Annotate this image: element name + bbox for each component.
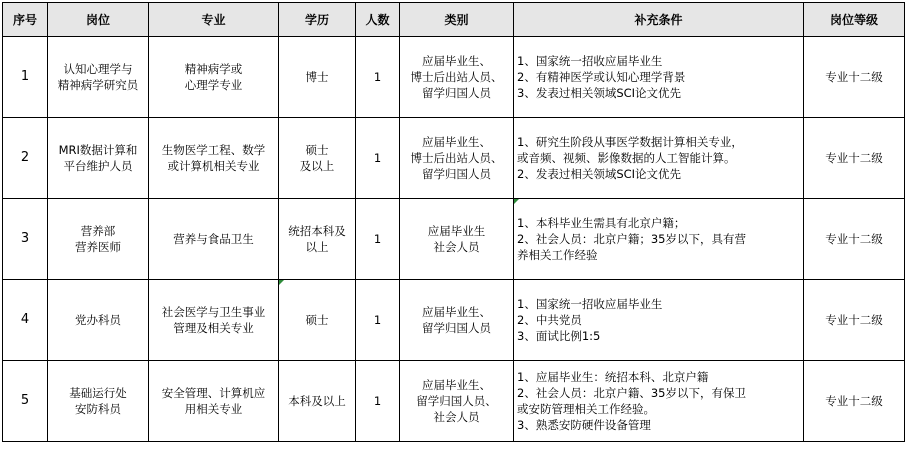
education-cell-line: 本科及以上 [288, 394, 346, 408]
position-cell-line: 基础运行处 [69, 386, 127, 400]
notes-cell [514, 118, 804, 199]
header-level: 岗位等级 [804, 3, 905, 37]
category-cell [400, 280, 514, 361]
major-cell-line: 管理及相关专业 [173, 321, 254, 335]
header-count: 人数 [356, 3, 400, 37]
category-cell-line: 应届毕业生、 [422, 305, 491, 319]
major-cell-line: 安全管理、计算机应 [161, 386, 266, 400]
position-cell-line: MRI数据计算和 [58, 143, 138, 157]
education-cell-line: 统招本科及 [288, 224, 346, 238]
position-cell [48, 199, 149, 280]
notes-cell-line: 1、应届毕业生：统招本科、北京户籍 [517, 370, 709, 384]
notes-cell-line: 3、发表过相关领域SCI论文优先 [517, 86, 682, 100]
education-cell-line: 硕士 [305, 143, 329, 157]
count-cell: 1 [356, 199, 400, 280]
table-row [3, 361, 905, 442]
count-cell: 1 [356, 361, 400, 442]
major-cell [149, 37, 279, 118]
education-cell [279, 199, 356, 280]
notes-cell-line: 2、中共党员 [517, 313, 582, 327]
category-cell-line: 应届毕业生、 [422, 135, 491, 149]
notes-cell [514, 199, 804, 280]
category-cell-line: 社会人员 [433, 240, 480, 254]
position-cell [48, 37, 149, 118]
position-cell-line: 党办科员 [75, 313, 121, 327]
category-cell-line: 社会人员 [433, 410, 480, 424]
header-category: 类别 [400, 3, 514, 37]
notes-cell [514, 361, 804, 442]
level-cell: 专业十二级 [804, 118, 905, 199]
position-cell-line: 精神病学研究员 [57, 78, 139, 92]
category-cell-line: 应届毕业生、 [422, 54, 491, 68]
education-cell-line: 硕士 [305, 313, 329, 327]
category-cell-line: 博士后出站人员、 [410, 70, 503, 84]
category-cell-line: 留学归国人员 [422, 321, 491, 335]
count-cell: 1 [356, 118, 400, 199]
category-cell [400, 37, 514, 118]
position-cell-line: 平台维护人员 [63, 159, 133, 173]
header-row [3, 3, 905, 37]
row-number: 4 [3, 280, 48, 361]
level-cell: 专业十二级 [804, 361, 905, 442]
level-cell: 专业十二级 [804, 37, 905, 118]
notes-cell-line: 3、面试比例1:5 [517, 329, 601, 343]
table-body [3, 37, 905, 442]
major-cell-line: 用相关专业 [184, 402, 243, 416]
major-cell [149, 118, 279, 199]
header-major: 专业 [149, 3, 279, 37]
notes-cell-line: 2、社会人员：北京户籍；35岁以下，具有营 [517, 232, 746, 246]
header-notes: 补充条件 [514, 3, 804, 37]
education-cell [279, 361, 356, 442]
notes-cell-line: 1、国家统一招收应届毕业生 [517, 54, 663, 68]
row-number: 1 [3, 37, 48, 118]
table-row [3, 199, 905, 280]
major-cell [149, 280, 279, 361]
notes-cell-line: 2、社会人员：北京户籍、35岁以下，有保卫 [517, 386, 746, 400]
major-cell-line: 生物医学工程、数学 [161, 143, 266, 157]
category-cell-line: 留学归国人员 [422, 86, 491, 100]
header-no: 序号 [3, 3, 48, 37]
notes-cell-line: 3、熟悉安防硬件设备管理 [517, 418, 651, 432]
category-cell-line: 应届毕业生 [427, 224, 486, 238]
major-cell-line: 社会医学与卫生事业 [161, 305, 266, 319]
education-cell-line: 以上 [305, 240, 329, 254]
category-cell-line: 博士后出站人员、 [410, 151, 503, 165]
notes-cell-line: 1、本科毕业生需具有北京户籍； [517, 216, 686, 230]
notes-cell [514, 37, 804, 118]
row-number: 2 [3, 118, 48, 199]
category-cell [400, 118, 514, 199]
position-cell [48, 361, 149, 442]
notes-cell [514, 280, 804, 361]
notes-cell-line: 或音频、视频、影像数据的人工智能计算。 [517, 151, 736, 165]
position-cell-line: 营养部 [80, 224, 116, 238]
major-cell-line: 营养与食品卫生 [173, 232, 254, 246]
major-cell [149, 199, 279, 280]
header-education: 学历 [279, 3, 356, 37]
notes-cell-line: 或安防管理相关工作经验。 [517, 402, 655, 416]
notes-cell-line: 2、有精神医学或认知心理学背景 [517, 70, 686, 84]
count-cell: 1 [356, 37, 400, 118]
notes-cell-line: 1、研究生阶段从事医学数据计算相关专业， [517, 135, 743, 149]
education-cell [279, 118, 356, 199]
category-cell [400, 199, 514, 280]
table-row [3, 37, 905, 118]
category-cell-line: 应届毕业生、 [422, 378, 491, 392]
education-cell-line: 博士 [305, 70, 329, 84]
row-number: 3 [3, 199, 48, 280]
category-cell-line: 留学归国人员、 [416, 394, 497, 408]
education-cell [279, 37, 356, 118]
position-cell [48, 280, 149, 361]
notes-cell-line: 2、发表过相关领域SCI论文优先 [517, 167, 682, 181]
table-row [3, 118, 905, 199]
position-cell-line: 认知心理学与 [63, 62, 133, 76]
education-cell-line: 及以上 [299, 159, 335, 173]
count-cell: 1 [356, 280, 400, 361]
position-cell-line: 安防科员 [75, 402, 121, 416]
education-cell [279, 280, 356, 361]
category-cell-line: 留学归国人员 [422, 167, 491, 181]
major-cell-line: 精神病学或 [184, 62, 243, 76]
job-table [2, 2, 905, 442]
major-cell [149, 361, 279, 442]
row-number: 5 [3, 361, 48, 442]
notes-cell-line: 养相关工作经验 [517, 248, 598, 262]
level-cell: 专业十二级 [804, 199, 905, 280]
notes-cell-line: 1、国家统一招收应届毕业生 [517, 297, 663, 311]
major-cell-line: 或计算机相关专业 [167, 159, 260, 173]
category-cell [400, 361, 514, 442]
level-cell: 专业十二级 [804, 280, 905, 361]
position-cell-line: 营养医师 [75, 240, 121, 254]
header-position: 岗位 [48, 3, 149, 37]
major-cell-line: 心理学专业 [184, 78, 243, 92]
position-cell [48, 118, 149, 199]
table-row [3, 280, 905, 361]
